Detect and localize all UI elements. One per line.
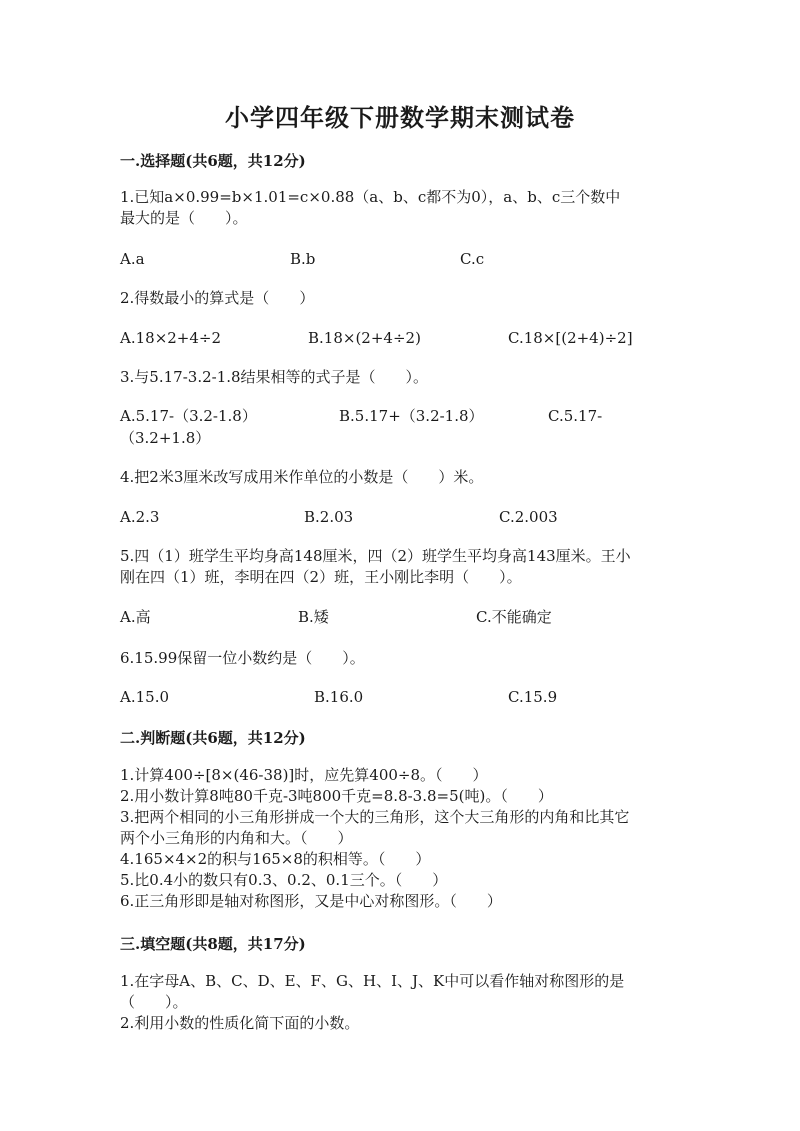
- question-4-option-c: C.2.003: [499, 508, 558, 526]
- question-3-line-1: 3.与5.17-3.2-1.8结果相等的式子是（ ）。: [120, 368, 429, 386]
- judge-item-3-line-1: 3.把两个相同的小三角形拼成一个大的三角形，这个大三角形的内角和比其它: [120, 808, 630, 826]
- section-heading-judge: 二.判断题(共6题，共12分): [120, 729, 306, 747]
- question-5-line-2: 刚在四（1）班，李明在四（2）班，王小刚比李明（ ）。: [120, 568, 522, 586]
- question-2-option-c: C.18×[(2+4)÷2]: [508, 329, 633, 347]
- question-1-line-1: 1.已知a×0.99=b×1.01=c×0.88（a、b、c都不为0），a、b、c三个数中: [120, 188, 621, 206]
- question-5-line-1: 5.四（1）班学生平均身高148厘米，四（2）班学生平均身高143厘米。王小: [120, 547, 631, 565]
- fill-item-2: 2.利用小数的性质化简下面的小数。: [120, 1014, 360, 1032]
- fill-item-1-line-1: 1.在字母A、B、C、D、E、F、G、H、I、J、K中可以看作轴对称图形的是: [120, 972, 625, 990]
- question-2-option-a: A.18×2+4÷2: [120, 329, 222, 347]
- question-4-line-1: 4.把2米3厘米改写成用米作单位的小数是（ ）米。: [120, 468, 484, 486]
- question-3-option-b: B.5.17+（3.2-1.8）: [339, 407, 484, 425]
- section-heading-choice: 一.选择题(共6题，共12分): [120, 152, 306, 170]
- question-1-option-a: A.a: [120, 250, 145, 268]
- question-1-option-b: B.b: [290, 250, 316, 268]
- judge-item-4: 4.165×4×2的积与165×8的积相等。（ ）: [120, 850, 431, 868]
- judge-item-5: 5.比0.4小的数只有0.3、0.2、0.1三个。（ ）: [120, 871, 448, 889]
- question-5-option-b: B.矮: [298, 608, 329, 626]
- question-3-option-c: C.5.17-: [548, 407, 603, 425]
- question-6-option-c: C.15.9: [508, 688, 558, 706]
- question-6-line-1: 6.15.99保留一位小数约是（ ）。: [120, 649, 365, 667]
- question-1-line-2: 最大的是（ ）。: [120, 209, 248, 227]
- question-2-option-b: B.18×(2+4÷2): [308, 329, 421, 347]
- judge-item-6: 6.正三角形即是轴对称图形，又是中心对称图形。（ ）: [120, 892, 502, 910]
- page-title: 小学四年级下册数学期末测试卷: [225, 103, 575, 132]
- question-3-option-a: A.5.17-（3.2-1.8）: [120, 407, 257, 425]
- question-1-option-c: C.c: [460, 250, 485, 268]
- section-heading-fill: 三.填空题(共8题，共17分): [120, 935, 306, 953]
- question-2-line-1: 2.得数最小的算式是（ ）: [120, 289, 315, 307]
- judge-item-3-line-2: 两个小三角形的内角和大。（ ）: [120, 829, 353, 847]
- question-4-option-a: A.2.3: [120, 508, 160, 526]
- fill-item-1-line-2: （ ）。: [120, 993, 188, 1011]
- question-4-option-b: B.2.03: [304, 508, 354, 526]
- question-6-option-b: B.16.0: [314, 688, 364, 706]
- question-6-option-a: A.15.0: [120, 688, 169, 706]
- judge-item-2: 2.用小数计算8吨80千克-3吨800千克=8.8-3.8=5(吨)。（ ）: [120, 787, 553, 805]
- question-3-option-c-continuation: （3.2+1.8）: [120, 429, 211, 447]
- question-5-option-a: A.高: [120, 608, 151, 626]
- question-5-option-c: C.不能确定: [476, 608, 552, 626]
- judge-item-1: 1.计算400÷[8×(46-38)]时，应先算400÷8。（ ）: [120, 766, 488, 784]
